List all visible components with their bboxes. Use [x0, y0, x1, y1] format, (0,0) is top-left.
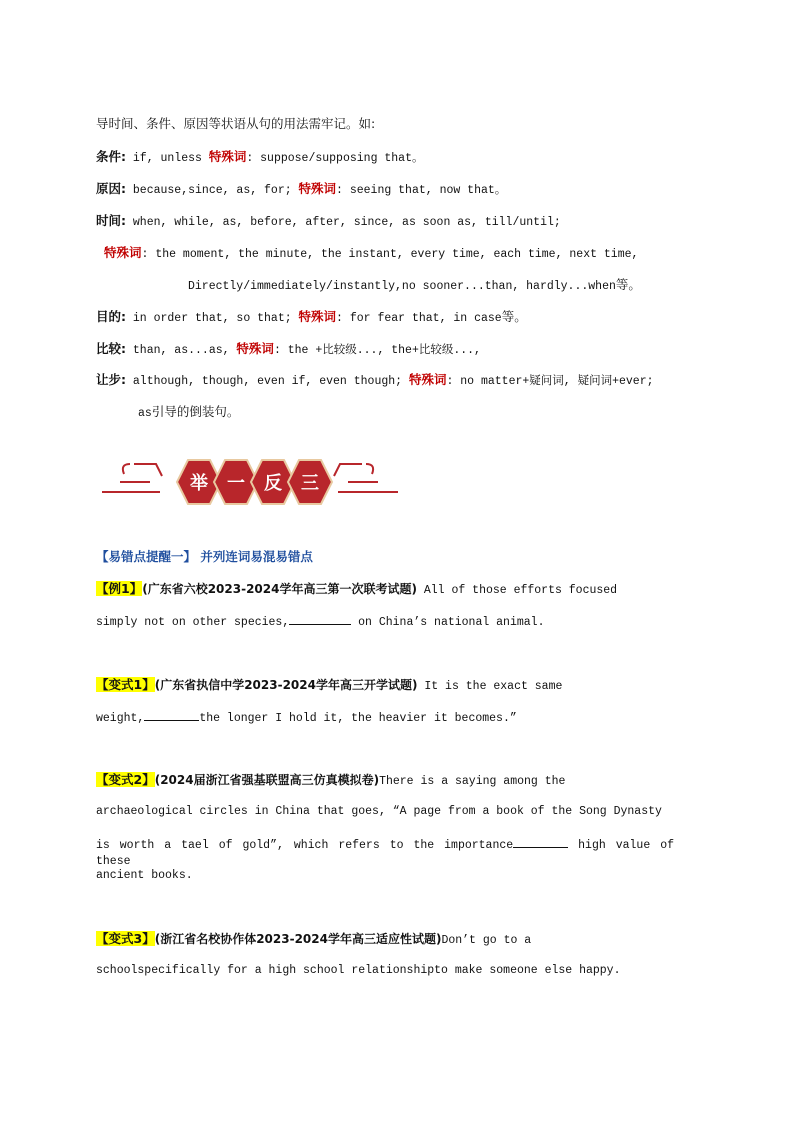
answer-blank[interactable] [289, 613, 351, 625]
example-tag: 【变式3】 [96, 931, 155, 946]
variant-2 [96, 772, 674, 790]
example-text: high value of these [96, 839, 674, 868]
variant-2-line-4: ancient books. [96, 869, 193, 882]
special-label: 特殊词 [236, 341, 274, 356]
special-label: 特殊词 [104, 245, 142, 260]
row-label: 目的: [96, 309, 126, 324]
special-label: 特殊词 [208, 149, 247, 164]
row-concession [96, 372, 654, 390]
banner-char: 三 [301, 473, 319, 494]
example-tag: 【例1】 [96, 581, 143, 596]
example-tag: 【变式1】 [96, 677, 155, 692]
section-title: 【易错点提醒一】 并列连词易混易错点 [96, 549, 313, 564]
special-label: 特殊词 [408, 372, 447, 387]
row-time [96, 213, 561, 231]
example-1-line-2 [96, 613, 674, 631]
banner-char: 反 [264, 473, 282, 494]
row-special: : for fear that, in case [336, 312, 502, 325]
row-special: : suppose/supposing that。 [246, 152, 424, 165]
example-text: on China’s national animal. [351, 616, 545, 629]
example-text: Don’t go to a [441, 934, 532, 947]
row-special: : seeing that, now that。 [336, 184, 507, 197]
example-text: All of those efforts focused [416, 584, 618, 597]
row-special: : no matter+疑问词, 疑问词+ever; [446, 375, 654, 388]
example-source: (广东省执信中学2023-2024学年高三开学试题) [154, 678, 418, 692]
example-text: It is the exact same [417, 680, 563, 693]
row-label: 比较: [96, 341, 126, 356]
banner-left-ornament [102, 464, 162, 492]
row-tail: 引导的倒装句。 [151, 404, 240, 419]
row-concession-2 [138, 404, 239, 422]
banner-graphic [100, 452, 400, 512]
row-text: when, while, as, before, after, since, as soon as, till/until; [126, 216, 561, 229]
row-tail: 等。 [501, 309, 527, 324]
row-comparison [96, 341, 481, 359]
variant-1-line-2 [96, 709, 674, 727]
row-text: because,since, as, for; [126, 184, 299, 197]
row-special: : the +比较级..., the+比较级..., [273, 344, 481, 357]
intro-text: 导时间、条件、原因等状语从句的用法需牢记。如: [96, 116, 376, 131]
row-condition [96, 149, 423, 167]
row-tail: 等。 [615, 277, 641, 292]
variant-3 [96, 931, 674, 949]
row-text: than, as...as, [126, 344, 237, 357]
answer-blank[interactable] [513, 836, 568, 848]
banner-right-ornament [334, 464, 398, 492]
banner-char: 一 [227, 473, 245, 494]
example-source: (2024届浙江省强基联盟高三仿真模拟卷) [154, 773, 380, 787]
row-text: if, unless [126, 152, 209, 165]
example-text: the longer I hold it, the heavier it becomes.” [199, 712, 517, 725]
row-label: 时间: [96, 213, 126, 228]
variant-2-line-3 [96, 836, 674, 870]
answer-blank[interactable] [144, 709, 199, 721]
row-special: : the moment, the minute, the instant, every time, each time, next time, [141, 248, 639, 261]
special-label: 特殊词 [298, 309, 337, 324]
example-source: (浙江省名校协作体2023-2024学年高三适应性试题) [154, 932, 442, 946]
example-tag: 【变式2】 [96, 772, 155, 787]
row-label: 原因: [96, 181, 126, 196]
variant-2-line-2: archaeological circles in China that goes, “A page from a book of the Song Dynasty [96, 805, 662, 818]
example-1 [96, 581, 674, 599]
example-text: weight, [96, 712, 145, 725]
row-purpose [96, 309, 527, 327]
example-source: (广东省六校2023-2024学年高三第一次联考试题) [142, 582, 417, 596]
row-text: although, though, even if, even though; [126, 375, 409, 388]
variant-1 [96, 677, 674, 695]
example-text: There is a saying among the [379, 775, 566, 788]
example-text: is worth a tael of gold”, which refers to the importance [96, 839, 514, 852]
row-time-special-2 [188, 277, 641, 295]
row-label: 让步: [96, 372, 126, 387]
variant-3-line-2: schoolspecifically for a high school relationshipto make someone else happy. [96, 964, 621, 977]
example-text: simply not on other species, [96, 616, 290, 629]
row-text: Directly/immediately/instantly,no sooner...than, hardly...when [188, 280, 616, 293]
row-time-special [104, 245, 638, 263]
row-reason [96, 181, 506, 199]
banner-char: 举 [190, 473, 208, 494]
row-text: in order that, so that; [126, 312, 299, 325]
special-label: 特殊词 [298, 181, 337, 196]
row-label: 条件: [96, 149, 126, 164]
row-text: as [138, 407, 152, 420]
